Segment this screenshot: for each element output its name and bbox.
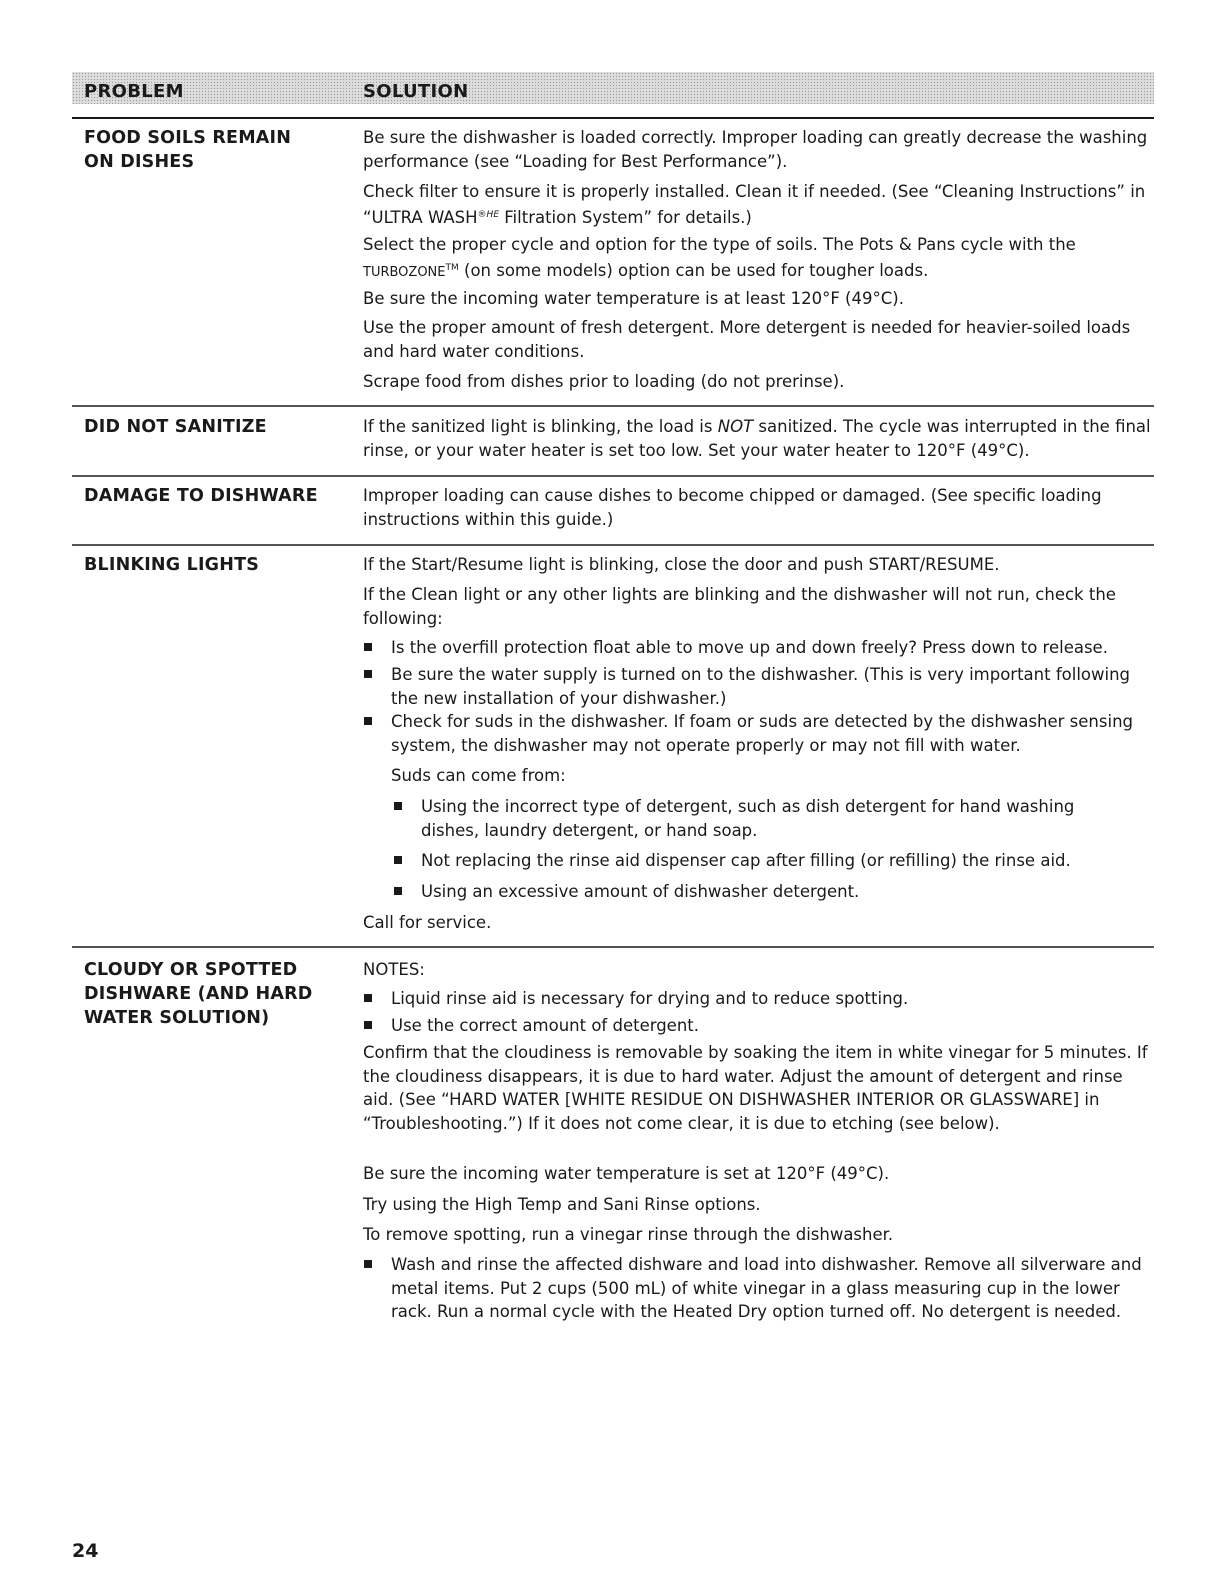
solution-paragraph: Improper loading can cause dishes to become chipped or damaged. (See specific loading instructions within this guide.) <box>363 486 1102 529</box>
solution-paragraph: Be sure the dishwasher is loaded correctly. Improper loading can greatly decrease the washing performance (see “Loading for Best Performance”). <box>363 128 1148 171</box>
solution-paragraph: Check filter to ensure it is properly installed. Clean it if needed. (See “Cleaning Instructions” in “ULTRA $WASH^{®HE}$ Filtration System” for details.) <box>363 182 1146 227</box>
problem-food-soils <box>84 126 334 174</box>
solution-column-header: SOLUTION <box>363 81 469 102</box>
bullet-item: Is the overfill protection float able to move up and down freely? Press down to release. <box>391 638 1108 657</box>
bullet-item: Be sure the water supply is turned on to the dishwasher. (This is very important following the new installation of your dishwasher.) <box>391 665 1131 708</box>
sub-bullet-item: Not replacing the rinse aid dispenser cap after filling (or refilling) the rinse aid. <box>421 851 1071 870</box>
solution-paragraph: Use the proper amount of fresh detergent. More detergent is needed for heavier-soiled loads and hard water conditions. <box>363 318 1131 361</box>
problem-line: CLOUDY OR SPOTTED <box>84 960 298 980</box>
row-divider <box>72 946 1154 948</box>
solution-paragraph: If the Clean light or any other lights are blinking and the dishwasher will not run, check the following: <box>363 585 1116 628</box>
solution-paragraph: If the Start/Resume light is blinking, close the door and push START/RESUME. <box>363 555 1000 574</box>
header-divider <box>72 117 1154 119</box>
problem-blinking-lights: BLINKING LIGHTS <box>84 555 260 575</box>
notes-heading: NOTES: <box>363 960 425 979</box>
problem-cloudy-or-spotted <box>84 958 334 1030</box>
suds-heading: Suds can come from: <box>391 766 566 785</box>
bullet-icon <box>364 1021 372 1029</box>
solution-paragraph: Try using the High Temp and Sani Rinse options. <box>363 1195 761 1214</box>
solution-paragraph: Be sure the incoming water temperature is at least 120°F (49°C). <box>363 289 904 308</box>
bullet-icon <box>364 1260 372 1268</box>
bullet-item: Use the correct amount of detergent. <box>391 1016 700 1035</box>
problem-line: ON DISHES <box>84 152 195 172</box>
page-number: 24 <box>72 1540 99 1562</box>
solution-paragraph: Confirm that the cloudiness is removable by soaking the item in white vinegar for 5 minutes. If the cloudiness disappears, it is due to hard water. Adjust the amount of detergent and rinse aid. (See “HARD WATER [WHITE RESIDUE ON DISHWASHER INTERIOR OR GLASSWARE] in “Troubleshooting.”) If it does not come clear, it is due to etching (see below). <box>363 1043 1148 1133</box>
bullet-icon <box>364 670 372 678</box>
problem-column-header: PROBLEM <box>84 81 184 102</box>
bullet-icon <box>364 717 372 725</box>
problem-line: WATER SOLUTION) <box>84 1008 270 1028</box>
sub-bullet-item: Using the incorrect type of detergent, such as dish detergent for hand washing dishes, laundry detergent, or hand soap. <box>421 797 1075 840</box>
bullet-item: Wash and rinse the affected dishware and load into dishwasher. Remove all silverware and metal items. Put 2 cups (500 mL) of white vinegar in a glass measuring cup in the lower rack. Run a normal cycle with the Heated Dry option turned off. No detergent is needed. <box>391 1255 1142 1321</box>
row-divider <box>72 544 1154 546</box>
problem-did-not-sanitize: DID NOT SANITIZE <box>84 417 267 437</box>
bullet-icon <box>364 994 372 1002</box>
solution-paragraph: If the sanitized light is blinking, the load is NOT sanitized. The cycle was interrupted in the final rinse, or your water heater is set too low. Set your water heater to 120°F (49°C). <box>363 417 1151 460</box>
problem-line: FOOD SOILS REMAIN <box>84 128 292 148</box>
solution-paragraph: To remove spotting, run a vinegar rinse through the dishwasher. <box>363 1225 894 1244</box>
bullet-icon <box>394 856 402 864</box>
bullet-item: Liquid rinse aid is necessary for drying and to reduce spotting. <box>391 989 909 1008</box>
bullet-icon <box>394 887 402 895</box>
solution-paragraph: Call for service. <box>363 913 492 932</box>
bullet-icon <box>394 802 402 810</box>
row-divider <box>72 405 1154 407</box>
solution-paragraph: Be sure the incoming water temperature is set at 120°F (49°C). <box>363 1164 890 1183</box>
bullet-icon <box>364 643 372 651</box>
bullet-item: Check for suds in the dishwasher. If foam or suds are detected by the dishwasher sensing system, the dishwasher may not operate properly or may not fill with water. <box>391 712 1134 755</box>
sub-bullet-item: Using an excessive amount of dishwasher detergent. <box>421 882 860 901</box>
table-header-band <box>72 72 1154 104</box>
solution-paragraph: Select the proper cycle and option for the type of soils. The Pots & Pans cycle with the TURBOZONE™ (on some models) option can be used for tougher loads. <box>363 235 1076 280</box>
solution-paragraph: Scrape food from dishes prior to loading (do not prerinse). <box>363 372 845 391</box>
row-divider <box>72 475 1154 477</box>
problem-line: DISHWARE (AND HARD <box>84 984 313 1004</box>
problem-damage-to-dishware: DAMAGE TO DISHWARE <box>84 486 318 506</box>
